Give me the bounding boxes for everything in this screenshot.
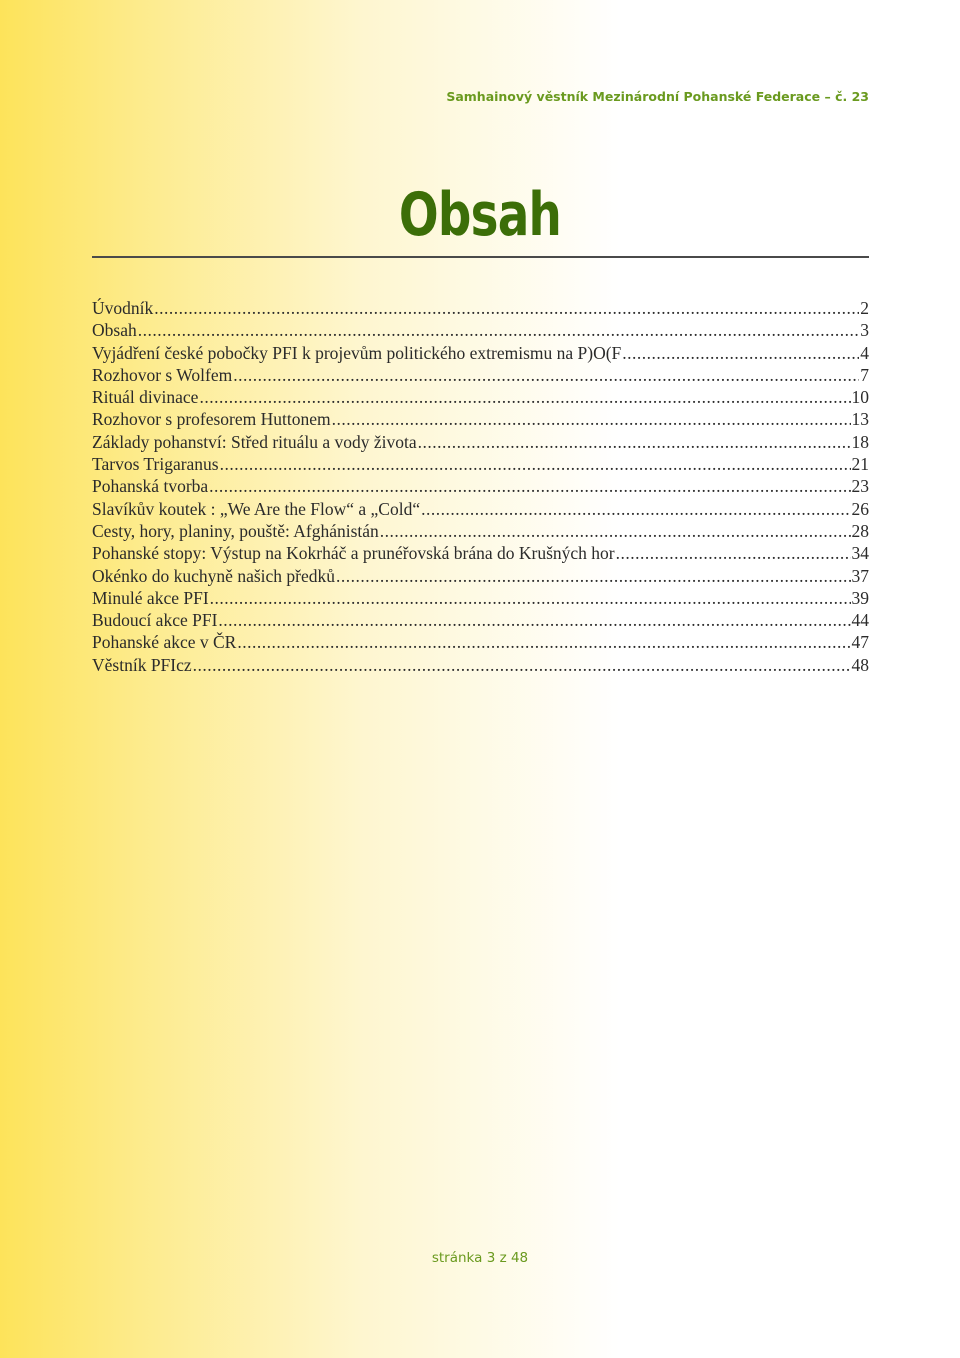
toc-dot-leader — [199, 386, 850, 408]
toc-dot-leader — [418, 431, 851, 453]
toc-dot-leader — [210, 587, 851, 609]
toc-entry-page-number: 34 — [851, 543, 869, 564]
toc-entry-title: Okénko do kuchyně našich předků — [92, 565, 335, 586]
toc-entry-title: Rozhovor s Wolfem — [92, 364, 233, 385]
toc-entry-page-number: 18 — [851, 431, 869, 452]
toc-entry-title: Úvodník — [92, 298, 154, 318]
toc-entry[interactable] — [92, 408, 869, 430]
toc-entry[interactable] — [92, 431, 869, 453]
toc-entry[interactable] — [92, 542, 869, 564]
toc-dot-leader — [616, 542, 851, 564]
toc-entry-title: Budoucí akce PFI — [92, 610, 218, 631]
toc-entry-page-number: 10 — [851, 387, 869, 408]
toc-entry[interactable] — [92, 498, 869, 520]
toc-entry-page-number: 4 — [860, 342, 869, 363]
page-title: Obsah — [398, 180, 562, 250]
toc-entry-page-number: 48 — [851, 654, 869, 675]
toc-dot-leader — [233, 364, 859, 386]
toc-entry-page-number: 2 — [860, 298, 869, 318]
toc-entry-page-number: 44 — [851, 610, 869, 631]
toc-entry-page-number: 13 — [851, 409, 869, 430]
toc-entry[interactable] — [92, 631, 869, 653]
toc-entry-title: Vyjádření české pobočky PFI k projevům politického extremismu na P)O(F — [92, 342, 622, 363]
table-of-contents — [92, 297, 869, 676]
toc-dot-leader — [237, 631, 850, 653]
toc-entry-title: Pohanská tvorba — [92, 476, 209, 497]
toc-dot-leader — [380, 520, 851, 542]
toc-dot-leader — [218, 609, 850, 631]
toc-dot-leader — [138, 319, 860, 341]
toc-entry-page-number: 47 — [851, 632, 869, 653]
toc-dot-leader — [332, 408, 851, 430]
toc-entry[interactable] — [92, 587, 869, 609]
toc-entry-title: Cesty, hory, planiny, pouště: Afghánistán — [92, 520, 379, 541]
toc-entry-page-number: 21 — [851, 454, 869, 475]
toc-entry[interactable] — [92, 386, 869, 408]
toc-dot-leader — [336, 565, 851, 587]
toc-entry-title: Věstník PFIcz — [92, 654, 192, 675]
toc-entry-title: Minulé akce PFI — [92, 587, 209, 608]
toc-entry-title: Pohanské akce v ČR — [92, 632, 237, 653]
toc-dot-leader — [622, 342, 859, 364]
toc-entry-page-number: 23 — [851, 476, 869, 497]
toc-entry-page-number: 3 — [860, 320, 869, 341]
toc-entry-page-number: 7 — [860, 364, 869, 385]
toc-entry-page-number: 28 — [851, 520, 869, 541]
toc-entry[interactable] — [92, 319, 869, 341]
toc-entry[interactable] — [92, 364, 869, 386]
toc-entry[interactable] — [92, 654, 869, 676]
toc-entry-title: Slavíkův koutek : „We Are the Flow“ a „Cold“ — [92, 498, 421, 519]
toc-dot-leader — [421, 498, 850, 520]
toc-dot-leader — [193, 654, 851, 676]
toc-entry[interactable] — [92, 609, 869, 631]
toc-entry[interactable] — [92, 297, 869, 319]
toc-entry[interactable] — [92, 475, 869, 497]
toc-entry[interactable] — [92, 342, 869, 364]
toc-dot-leader — [220, 453, 851, 475]
toc-entry-page-number: 39 — [851, 587, 869, 608]
toc-entry-title: Obsah — [92, 320, 137, 341]
heading-divider — [92, 256, 869, 258]
toc-dot-leader — [209, 475, 850, 497]
page-number-footer: stránka 3 z 48 — [431, 1250, 529, 1266]
toc-entry-title: Základy pohanství: Střed rituálu a vody života — [92, 431, 417, 452]
toc-entry-title: Rozhovor s profesorem Huttonem — [92, 409, 331, 430]
toc-entry-title: Rituál divinace — [92, 387, 199, 408]
toc-entry[interactable] — [92, 453, 869, 475]
toc-entry-page-number: 26 — [851, 498, 869, 519]
toc-entry[interactable] — [92, 520, 869, 542]
toc-dot-leader — [154, 297, 859, 319]
toc-entry-title: Pohanské stopy: Výstup na Kokrháč a prunéřovská brána do Krušných hor — [92, 543, 615, 564]
toc-entry-title: Tarvos Trigaranus — [92, 454, 219, 475]
toc-entry-page-number: 37 — [851, 565, 869, 586]
toc-entry[interactable] — [92, 565, 869, 587]
running-header: Samhainový věstník Mezinárodní Pohanské Federace – č. 23 — [446, 89, 869, 104]
